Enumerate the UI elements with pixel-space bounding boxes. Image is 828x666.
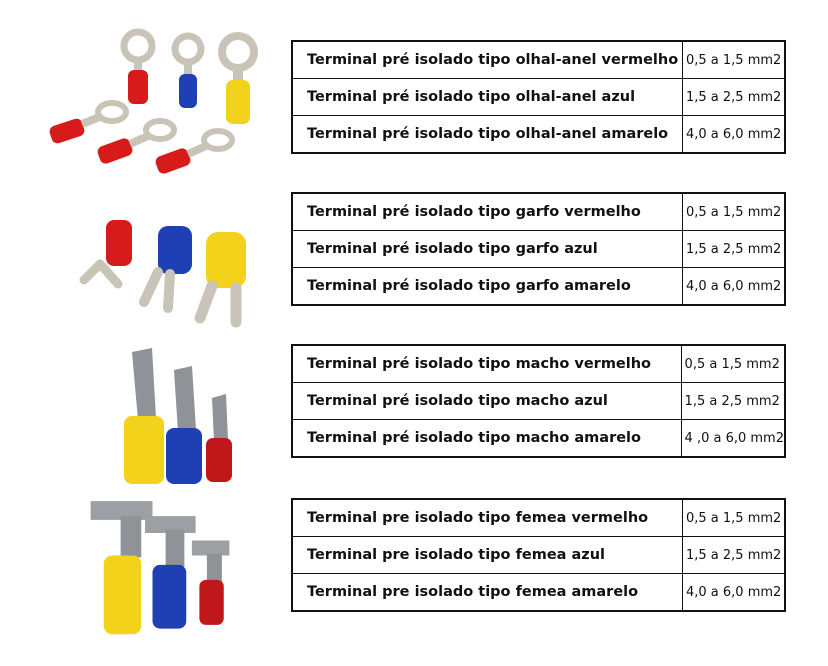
red-fork-terminal — [84, 220, 132, 284]
wire-size: 0,5 a 1,5 mm2 — [683, 193, 786, 231]
yellow-ring-upright — [222, 36, 254, 124]
table-row — [292, 193, 785, 231]
terminal-name: Terminal pré isolado tipo macho amarelo — [292, 420, 681, 458]
wire-size: 1,5 a 2,5 mm2 — [683, 537, 786, 574]
wire-size: 1,5 a 2,5 mm2 — [683, 231, 786, 268]
table-row — [292, 499, 785, 537]
table-row — [292, 41, 785, 79]
wire-size: 0,5 a 1,5 mm2 — [681, 345, 785, 383]
wire-size: 1,5 a 2,5 mm2 — [683, 79, 786, 116]
terminal-name: Terminal pré isolado tipo macho vermelho — [292, 345, 681, 383]
terminal-name: Terminal pré isolado tipo olhal-anel amarelo — [292, 116, 683, 154]
red-male-terminal — [206, 394, 232, 482]
wire-size: 1,5 a 2,5 mm2 — [681, 383, 785, 420]
blue-ring-upright — [175, 36, 201, 108]
table-row — [292, 116, 785, 154]
terminal-name: Terminal pré isolado tipo macho azul — [292, 383, 681, 420]
fork-terminal-photo — [40, 180, 280, 330]
red-ring-upright — [124, 32, 152, 104]
table-row — [292, 345, 785, 383]
fork-terminal-table — [291, 192, 786, 306]
wire-size: 4 ,0 a 6,0 mm2 — [681, 420, 785, 458]
wire-size: 0,5 a 1,5 mm2 — [683, 499, 786, 537]
female-terminal-table — [291, 498, 786, 612]
terminal-name: Terminal pre isolado tipo femea azul — [292, 537, 683, 574]
blue-female-terminal — [145, 516, 196, 629]
female-terminal-section — [0, 488, 828, 648]
wire-size: 4,0 a 6,0 mm2 — [683, 268, 786, 306]
yellow-fork-terminal — [200, 232, 246, 322]
terminal-name: Terminal pré isolado tipo garfo azul — [292, 231, 683, 268]
table-row — [292, 537, 785, 574]
table-row — [292, 574, 785, 612]
red-female-terminal — [192, 541, 230, 625]
terminal-name: Terminal pré isolado tipo olhal-anel azul — [292, 79, 683, 116]
terminal-name: Terminal pré isolado tipo olhal-anel vermelho — [292, 41, 683, 79]
red-ring-lying-1 — [48, 103, 126, 145]
terminal-name: Terminal pre isolado tipo femea vermelho — [292, 499, 683, 537]
yellow-female-terminal — [91, 501, 153, 634]
table-row — [292, 79, 785, 116]
fork-terminal-section — [0, 180, 828, 330]
terminal-name: Terminal pre isolado tipo femea amarelo — [292, 574, 683, 612]
wire-size: 4,0 a 6,0 mm2 — [683, 116, 786, 154]
wire-size: 0,5 a 1,5 mm2 — [683, 41, 786, 79]
yellow-male-terminal — [124, 348, 164, 484]
table-row — [292, 268, 785, 306]
blue-fork-terminal — [144, 226, 192, 308]
male-terminal-section — [0, 334, 828, 484]
blue-male-terminal — [166, 366, 202, 484]
ring-terminal-table — [291, 40, 786, 154]
table-row — [292, 231, 785, 268]
wire-size: 4,0 a 6,0 mm2 — [683, 574, 786, 612]
terminal-name: Terminal pré isolado tipo garfo vermelho — [292, 193, 683, 231]
male-terminal-photo — [40, 334, 280, 484]
female-terminal-photo — [40, 488, 280, 638]
ring-terminal-photo — [40, 24, 280, 174]
terminal-name: Terminal pré isolado tipo garfo amarelo — [292, 268, 683, 306]
ring-terminal-section — [0, 24, 828, 174]
table-row — [292, 420, 785, 458]
table-row — [292, 383, 785, 420]
male-terminal-table — [291, 344, 786, 458]
